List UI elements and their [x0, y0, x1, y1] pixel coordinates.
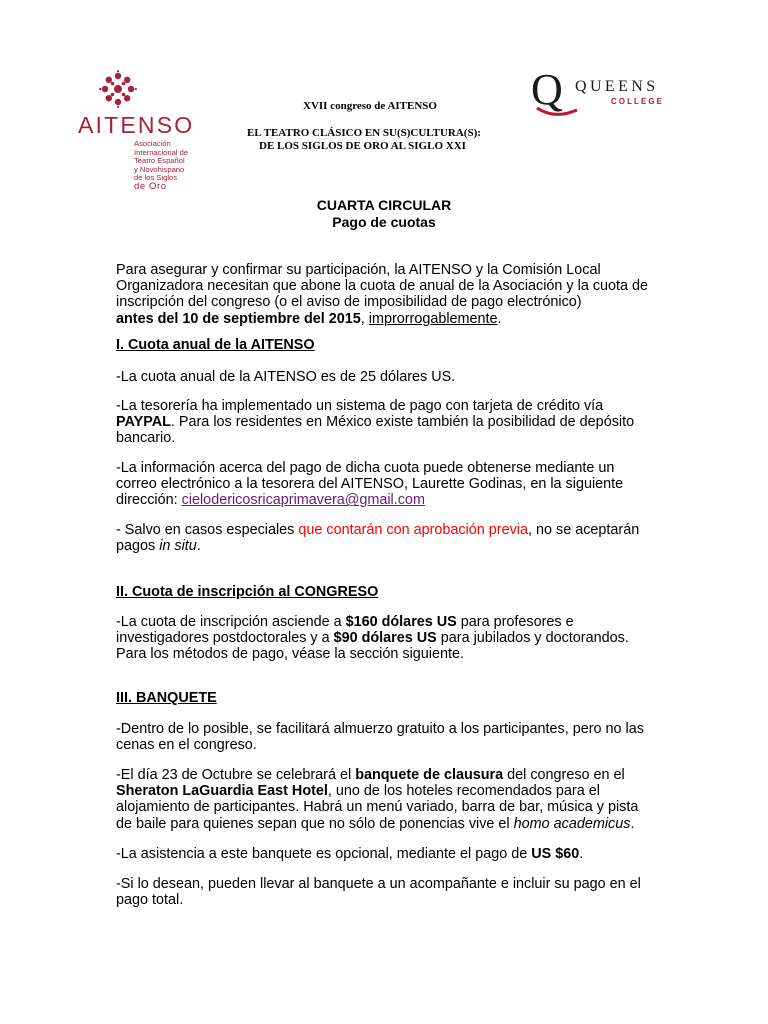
- text-fragment: .: [196, 538, 201, 555]
- paypal-label: PAYPAL: [116, 414, 171, 431]
- aitenso-subtitle-line: de Oro: [134, 180, 167, 192]
- text-fragment: , uno de los hoteles recomendados para el: [327, 783, 600, 800]
- homo-academicus-text: homo academicus: [513, 815, 631, 832]
- text-line: [116, 522, 676, 538]
- section-1-p2: [116, 398, 676, 447]
- text-line: [116, 783, 676, 799]
- text-line: -La cuota anual de la AITENSO es de 25 dólares US.: [116, 369, 456, 385]
- text-line: alojamiento de participantes. Habrá un menú variado, barra de bar, música y pista: [116, 799, 639, 816]
- text-line: inscripción del congreso (o el aviso de imposibilidad de pago electrónico): [116, 294, 582, 311]
- text-line: [116, 614, 676, 630]
- section-3-title: [116, 690, 676, 706]
- text-fragment: para jubilados y doctorandos.: [436, 630, 629, 647]
- section-2-p1: [116, 614, 676, 663]
- text-fragment: dirección:: [116, 492, 182, 509]
- treasurer-email-link[interactable]: cielodericosricaprimavera@gmail.com: [181, 492, 425, 509]
- document-title: CUARTA CIRCULAR: [316, 197, 452, 213]
- theme-line-1: EL TEATRO CLÁSICO EN SU(S)CULTURA(S):: [247, 127, 481, 139]
- text-fragment: de baile para quienes sepan que no sólo de ponencias vive el: [116, 815, 514, 832]
- section-heading: II. Cuota de inscripción al CONGRESO: [116, 584, 379, 600]
- text-line: [116, 311, 676, 327]
- aitenso-subtitle: [134, 140, 198, 192]
- text-fragment: , no se aceptarán: [528, 522, 640, 538]
- banquet-price: US $60: [531, 846, 580, 862]
- text-fragment: . Para los residentes en México existe también la posibilidad de depósito: [170, 414, 635, 431]
- text-line: [116, 767, 676, 783]
- text-line: bancario.: [116, 430, 176, 447]
- professor-fee: $160 dólares US: [345, 614, 457, 630]
- text-fragment: .: [630, 815, 635, 832]
- document-subtitle: Pago de cuotas: [332, 214, 436, 230]
- queens-wordmark: QUEENS: [575, 78, 659, 95]
- text-fragment: - Salvo en casos especiales: [116, 522, 299, 538]
- text-line: Para asegurar y confirmar su participación, la AITENSO y la Comisión Local: [116, 262, 601, 278]
- section-1-p3: [116, 460, 676, 509]
- text-line: cenas en el congreso.: [116, 737, 257, 754]
- section-1-p1: [116, 369, 676, 385]
- section-1-title: [116, 337, 676, 353]
- section-3-p4: [116, 876, 676, 908]
- text-line: -Dentro de lo posible, se facilitará almuerzo gratuito a los participantes, pero no las: [116, 721, 644, 737]
- in-situ-text: in situ: [159, 538, 197, 555]
- text-line: -Si lo desean, pueden llevar al banquete a un acompañante e incluir su pago en el: [116, 876, 641, 892]
- text-line: [116, 414, 676, 430]
- text-line: -La información acerca del pago de dicha cuota puede obtenerse mediante un: [116, 460, 615, 476]
- text-line: [116, 538, 676, 554]
- aitenso-emblem-icon: [99, 70, 137, 108]
- college-wordmark: COLLEGE: [611, 97, 665, 106]
- text-line: Organizadora necesitan que abone la cuota de anual de la Asociación y la cuota de: [116, 278, 649, 295]
- text-line: [116, 816, 676, 832]
- section-3-p3: [116, 846, 676, 862]
- section-heading: III. BANQUETE: [116, 690, 217, 706]
- text-fragment: del congreso en el: [503, 767, 625, 783]
- section-1-p4: [116, 522, 676, 554]
- hotel-name: Sheraton LaGuardia East Hotel: [116, 783, 328, 800]
- aitenso-subtitle-line: de los Siglos: [134, 173, 178, 183]
- text-fragment: -El día 23 de Octubre se celebrará el: [116, 767, 356, 783]
- section-3-p1: [116, 721, 676, 753]
- deadline-date: antes del 10 de septiembre del 2015: [116, 310, 361, 327]
- queens-college-logo: [531, 65, 676, 120]
- student-fee: $90 dólares US: [333, 630, 437, 647]
- text-line: [116, 630, 676, 646]
- text-line: pago total.: [116, 892, 184, 909]
- text-line: -La tesorería ha implementado un sistema de pago con tarjeta de crédito vía: [116, 398, 604, 414]
- aitenso-subtitle-line: Asociación: [134, 139, 171, 148]
- section-3-p2: [116, 767, 676, 832]
- text-fragment: -La cuota de inscripción asciende a: [116, 614, 346, 630]
- text-line: [116, 846, 676, 862]
- intro-paragraph: [116, 262, 676, 327]
- deadline-emphasis: improrrogablemente: [368, 310, 498, 327]
- text-line: correo electrónico a la tesorera del AITENSO, Laurette Godinas, en la siguiente: [116, 476, 624, 493]
- text-fragment: .: [579, 846, 584, 862]
- text-line: [116, 492, 676, 508]
- aitenso-subtitle-line: Internacional de: [134, 147, 189, 157]
- text-fragment: pagos: [116, 538, 160, 555]
- text-fragment: investigadores postdoctorales y a: [116, 630, 334, 647]
- queens-q-letter: Q: [531, 65, 563, 114]
- section-heading: I. Cuota anual de la AITENSO: [116, 337, 315, 353]
- text-line: Para los métodos de pago, véase la sección siguiente.: [116, 646, 464, 663]
- queens-q-tail-icon: [535, 104, 579, 118]
- aitenso-subtitle-line: Teatro Español: [134, 156, 185, 166]
- text-fragment: -La asistencia a este banquete es opcional, mediante el pago de: [116, 846, 532, 862]
- text-fragment: para profesores e: [456, 614, 574, 630]
- text-fragment: .: [497, 310, 502, 327]
- congress-heading: XVII congreso de AITENSO: [303, 100, 437, 112]
- aitenso-wordmark: AITENSO: [78, 112, 195, 138]
- section-2-title: [116, 584, 676, 600]
- prior-approval-note: que contarán con aprobación previa: [298, 522, 529, 538]
- theme-line-2: DE LOS SIGLOS DE ORO AL SIGLO XXI: [259, 140, 466, 152]
- aitenso-subtitle-line: y Novohispano: [134, 164, 185, 174]
- closing-banquet: banquete de clausura: [355, 767, 504, 783]
- aitenso-logo: [78, 70, 195, 192]
- text-fragment: ,: [360, 310, 369, 327]
